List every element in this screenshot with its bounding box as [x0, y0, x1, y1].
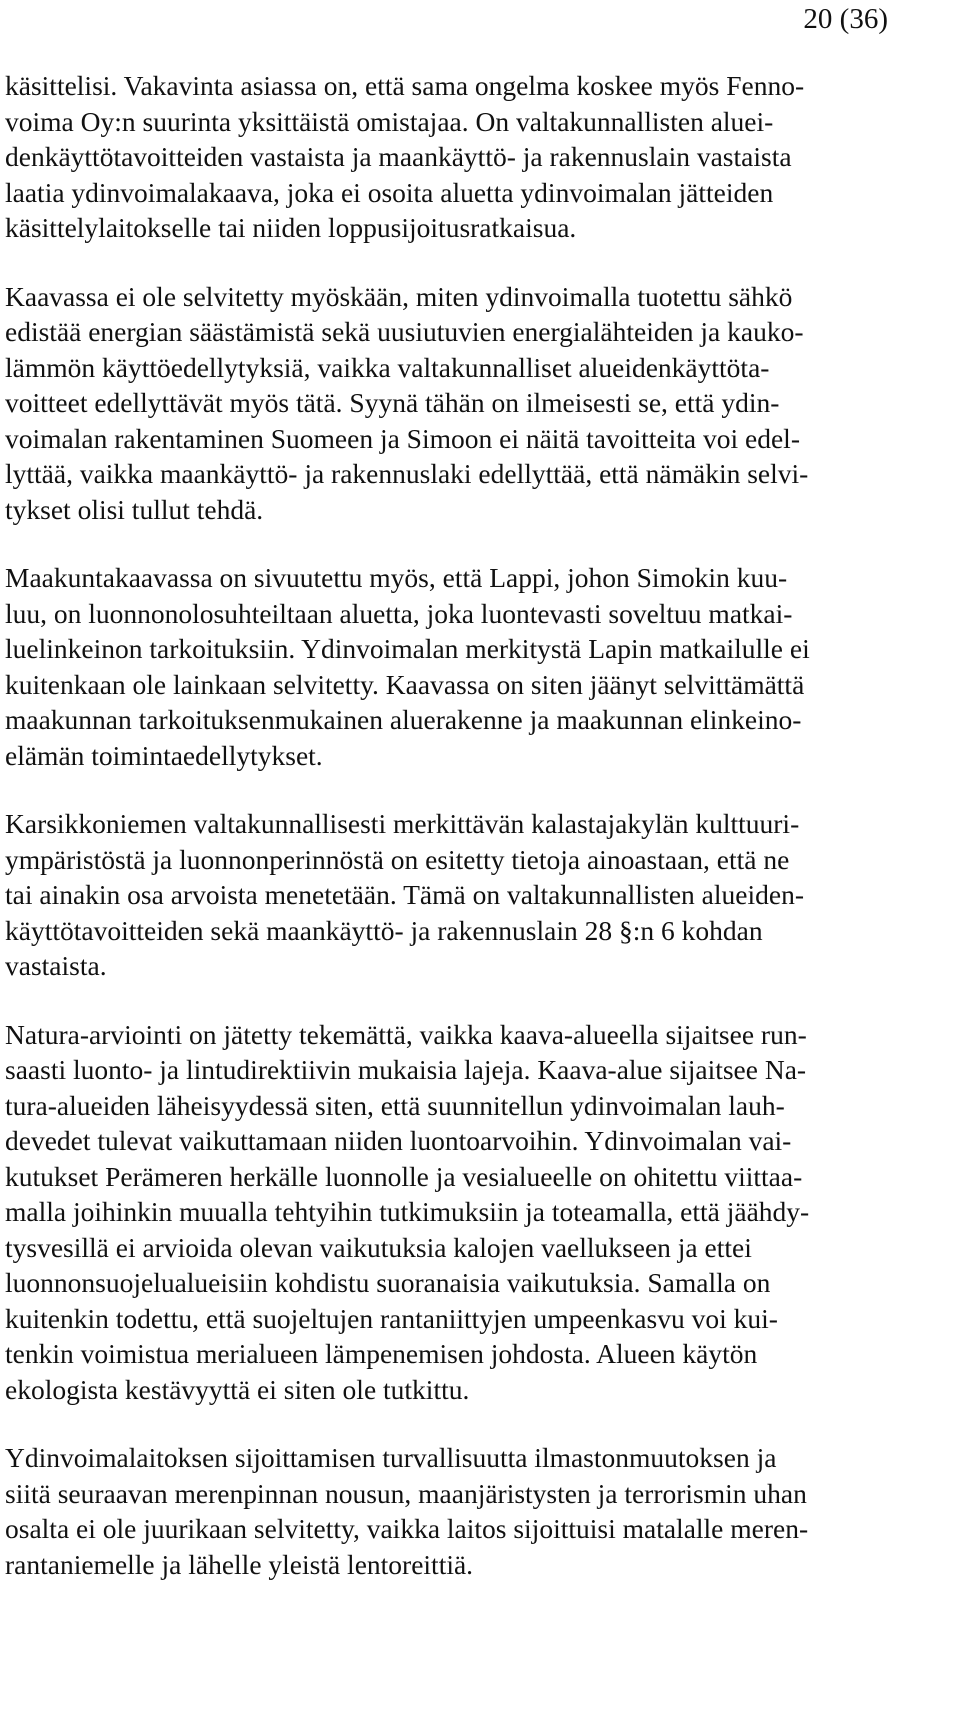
text-line: osalta ei ole juurikaan selvitetty, vaikka laitos sijoittuisi matalalle meren-	[5, 1513, 809, 1544]
text-line: luelinkeinon tarkoituksiin. Ydinvoimalan merkitystä Lapin matkailulle ei	[5, 633, 810, 664]
text-line: käsittelylaitokselle tai niiden loppusijoitusratkaisua.	[5, 212, 577, 243]
text-line: devedet tulevat vaikuttamaan niiden luontoarvoihin. Ydinvoimalan vai-	[5, 1125, 792, 1156]
document-body	[5, 68, 935, 1615]
text-line: maakunnan tarkoituksenmukainen aluerakenne ja maakunnan elinkeino-	[5, 704, 802, 735]
text-line: lyttää, vaikka maankäyttö- ja rakennuslaki edellyttää, että nämäkin selvi-	[5, 458, 809, 489]
text-line: luu, on luonnonolosuhteiltaan aluetta, joka luontevasti soveltuu matkai-	[5, 597, 793, 629]
paragraph	[5, 1440, 935, 1582]
text-line: tai ainakin osa arvoista menetetään. Tämä on valtakunnallisten alueiden-	[5, 879, 804, 910]
text-line: kutukset Perämeren herkälle luonnolle ja vesialueelle on ohitettu viittaa-	[5, 1160, 803, 1192]
paragraph	[5, 68, 935, 246]
text-line: kuitenkin todettu, että suojeltujen rantaniittyjen umpeenkasvu voi kui-	[5, 1302, 778, 1334]
text-line: denkäyttötavoitteiden vastaista ja maankäyttö- ja rakennuslain vastaista	[5, 141, 792, 172]
text-line: tenkin voimistua merialueen lämpenemisen johdosta. Alueen käytön	[5, 1338, 758, 1369]
text-line: voitteet edellyttävät myös tätä. Syynä tähän on ilmeisesti se, että ydin-	[5, 387, 780, 418]
text-line: Kaavassa ei ole selvitetty myöskään, miten ydinvoimalla tuotettu sähkö	[5, 280, 793, 312]
text-line: rantaniemelle ja lähelle yleistä lentoreittiä.	[5, 1548, 474, 1580]
text-line: voimalan rakentaminen Suomeen ja Simoon ei näitä tavoitteita voi edel-	[5, 422, 800, 454]
paragraph	[5, 279, 935, 528]
text-line: voima Oy:n suurinta yksittäistä omistajaa. On valtakunnallisten aluei-	[5, 105, 774, 137]
text-line: luonnonsuojelualueisiin kohdistu suoranaisia vaikutuksia. Samalla on	[5, 1267, 771, 1298]
text-line: laatia ydinvoimalakaava, joka ei osoita aluetta ydinvoimalan jätteiden	[5, 176, 774, 208]
text-line: Maakuntakaavassa on sivuutettu myös, että Lappi, johon Simokin kuu-	[5, 562, 788, 593]
text-line: elämän toimintaedellytykset.	[5, 739, 323, 771]
paragraph	[5, 560, 935, 773]
text-line: vastaista.	[5, 950, 107, 981]
text-line: edistää energian säästämistä sekä uusiutuvien energialähteiden ja kauko-	[5, 316, 804, 347]
text-line: lämmön käyttöedellytyksiä, vaikka valtakunnalliset alueidenkäyttöta-	[5, 351, 770, 383]
text-line: Ydinvoimalaitoksen sijoittamisen turvallisuutta ilmastonmuutoksen ja	[5, 1442, 777, 1473]
text-line: ympäristöstä ja luonnonperinnöstä on esitetty tietoja ainoastaan, että ne	[5, 843, 790, 875]
text-line: Karsikkoniemen valtakunnallisesti merkittävän kalastajakylän kulttuuri-	[5, 808, 800, 839]
page-number: 20 (36)	[803, 3, 888, 35]
text-line: tysvesillä ei arvioida olevan vaikutuksia kalojen vaellukseen ja ettei	[5, 1231, 752, 1263]
text-line: käsittelisi. Vakavinta asiassa on, että sama ongelma koskee myös Fenno-	[5, 70, 805, 101]
text-line: kuitenkaan ole lainkaan selvitetty. Kaavassa on siten jäänyt selvittämättä	[5, 668, 805, 700]
text-line: malla joihinkin muualla tehtyihin tutkimuksiin ja toteamalla, että jäähdy-	[5, 1196, 810, 1227]
text-line: siitä seuraavan merenpinnan nousun, maanjäristysten ja terrorismin uhan	[5, 1477, 807, 1509]
text-line: Natura-arviointi on jätetty tekemättä, vaikka kaava-alueella sijaitsee run-	[5, 1018, 807, 1050]
text-line: tykset olisi tullut tehdä.	[5, 493, 264, 525]
text-line: tura-alueiden läheisyydessä siten, että suunnitellun ydinvoimalan lauh-	[5, 1089, 785, 1121]
text-line: käyttötavoitteiden sekä maankäyttö- ja rakennuslain 28 §:n 6 kohdan	[5, 914, 763, 946]
paragraph	[5, 806, 935, 984]
text-line: ekologista kestävyyttä ei siten ole tutkittu.	[5, 1373, 470, 1405]
paragraph	[5, 1017, 935, 1408]
text-line: saasti luonto- ja lintudirektiivin mukaisia lajeja. Kaava-alue sijaitsee Na-	[5, 1054, 807, 1085]
